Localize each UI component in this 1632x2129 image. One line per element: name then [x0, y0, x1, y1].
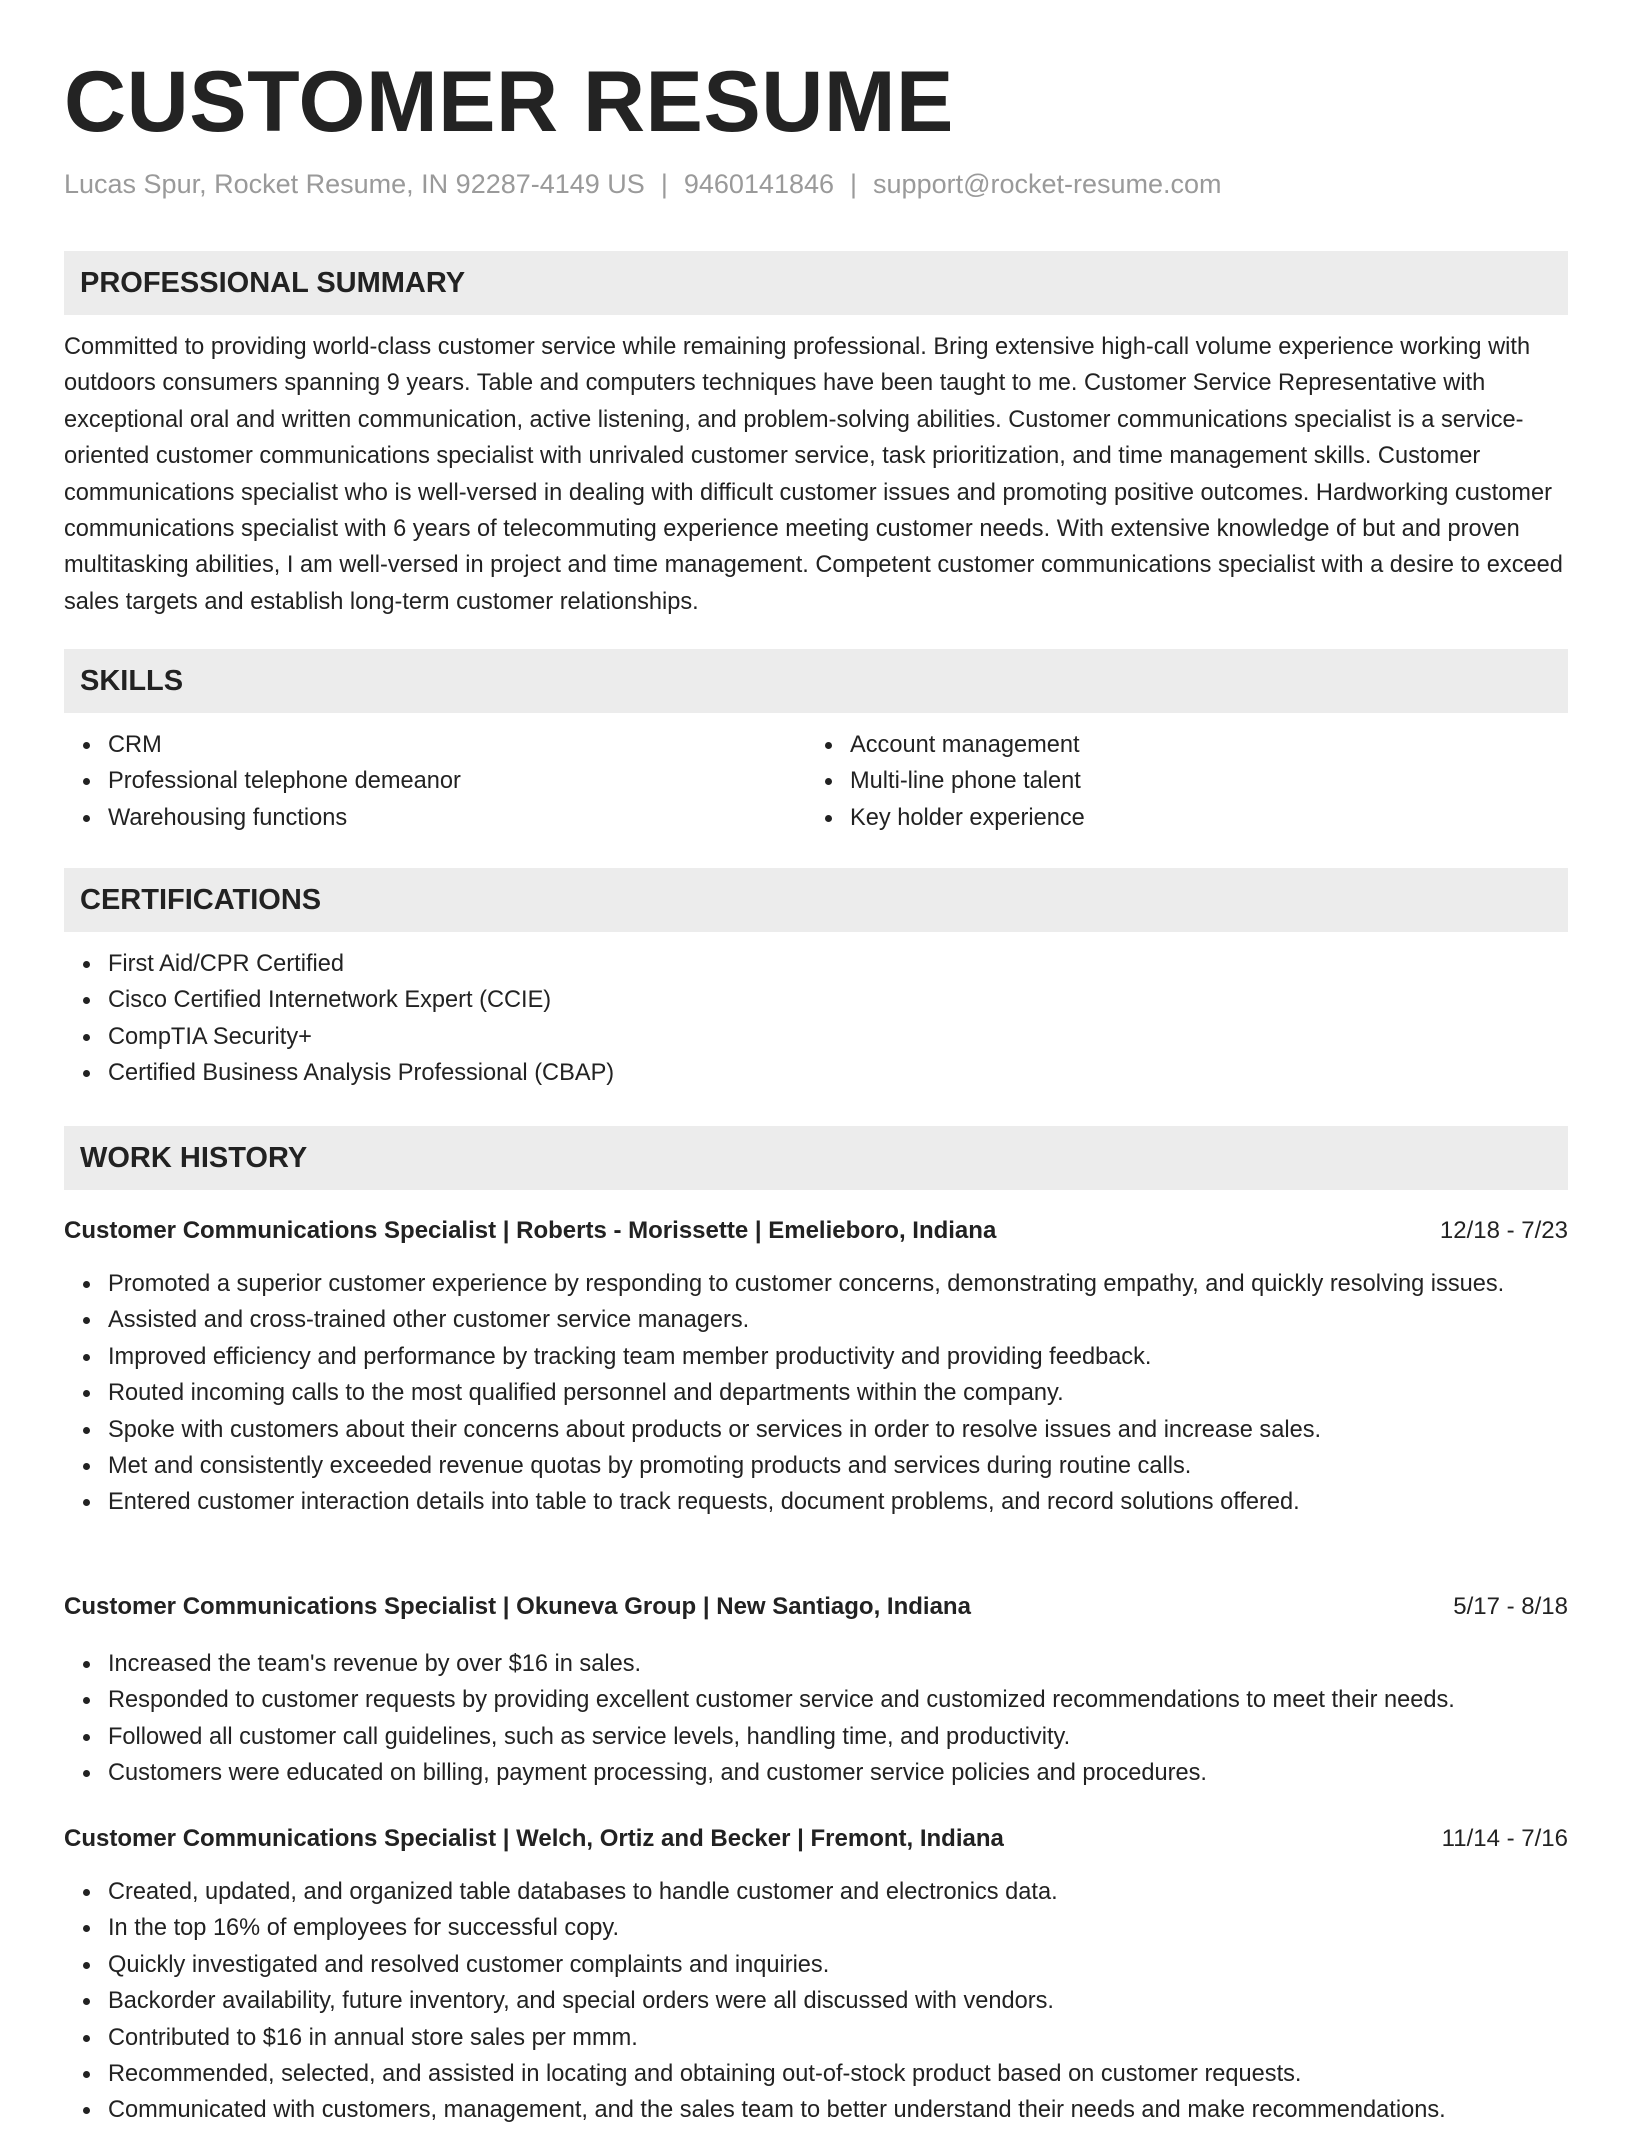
skills-heading: SKILLS — [64, 649, 1568, 713]
skill-item: Multi-line phone talent — [850, 763, 1550, 799]
contact-line — [64, 166, 1222, 202]
job-header — [64, 1589, 1568, 1625]
certification-item: Cisco Certified Internetwork Expert (CCIE) — [108, 982, 1568, 1018]
job-bullet: Created, updated, and organized table databases to handle customer and electronics data. — [108, 1874, 1568, 1910]
job-bullet: Met and consistently exceeded revenue quotas by promoting products and services during routine calls. — [108, 1448, 1568, 1484]
skill-item: Key holder experience — [850, 800, 1550, 836]
job-bullet: Promoted a superior customer experience by responding to customer concerns, demonstrating empathy, and quickly resolving issues. — [108, 1266, 1568, 1302]
skills-list-right — [806, 727, 1550, 836]
skills-list-left — [64, 727, 808, 836]
contact-separator: | — [660, 169, 668, 199]
job-header — [64, 1213, 1568, 1249]
job-title: Customer Communications Specialist | Okuneva Group | New Santiago, Indiana — [64, 1593, 971, 1620]
job-bullet: Backorder availability, future inventory, and special orders were all discussed with vendors. — [108, 1983, 1568, 2019]
job-bullets — [64, 1646, 1568, 1792]
job-title: Customer Communications Specialist | Roberts - Morissette | Emelieboro, Indiana — [64, 1217, 997, 1244]
skill-item: Warehousing functions — [108, 800, 808, 836]
job-bullet: Customers were educated on billing, payment processing, and customer service policies and procedures. — [108, 1755, 1568, 1791]
job-bullet: Assisted and cross-trained other customer service managers. — [108, 1302, 1568, 1338]
work-history-heading: WORK HISTORY — [64, 1126, 1568, 1190]
certifications-heading: CERTIFICATIONS — [64, 868, 1568, 932]
job-bullet: Entered customer interaction details into table to track requests, document problems, and record solutions offered. — [108, 1484, 1568, 1520]
job-dates: 12/18 - 7/23 — [1439, 1217, 1568, 1244]
skill-item: CRM — [108, 727, 808, 763]
job-title: Customer Communications Specialist | Welch, Ortiz and Becker | Fremont, Indiana — [64, 1825, 1004, 1852]
job-bullet: Spoke with customers about their concerns about products or services in order to resolve issues and increase sales. — [108, 1412, 1568, 1448]
certification-item: Certified Business Analysis Professional (CBAP) — [108, 1055, 1568, 1091]
job-bullet: Contributed to $16 in annual store sales per mmm. — [108, 2020, 1568, 2056]
contact-email: support@rocket-resume.com — [873, 169, 1222, 199]
skill-item: Professional telephone demeanor — [108, 763, 808, 799]
job-bullets — [64, 1266, 1568, 1521]
contact-separator: | — [850, 169, 858, 199]
job-bullet: Improved efficiency and performance by tracking team member productivity and providing feedback. — [108, 1339, 1568, 1375]
job-dates: 5/17 - 8/18 — [1453, 1593, 1568, 1620]
certification-item: First Aid/CPR Certified — [108, 946, 1568, 982]
job-bullets — [64, 1874, 1568, 2129]
job-dates: 11/14 - 7/16 — [1441, 1825, 1568, 1852]
job-bullet: Followed all customer call guidelines, such as service levels, handling time, and productivity. — [108, 1719, 1568, 1755]
contact-address: Lucas Spur, Rocket Resume, IN 92287-4149 US — [64, 169, 645, 199]
job-bullet: Communicated with customers, management, and the sales team to better understand their needs and make recommendations. — [108, 2092, 1568, 2128]
job-bullet: Increased the team's revenue by over $16 in sales. — [108, 1646, 1568, 1682]
job-bullet: Recommended, selected, and assisted in locating and obtaining out-of-stock product based on customer requests. — [108, 2056, 1568, 2092]
job-bullet: In the top 16% of employees for successful copy. — [108, 1910, 1568, 1946]
resume-title: CUSTOMER RESUME — [64, 54, 954, 150]
certifications-list — [64, 946, 1568, 1092]
summary-heading: PROFESSIONAL SUMMARY — [64, 251, 1568, 315]
job-bullet: Quickly investigated and resolved customer complaints and inquiries. — [108, 1947, 1568, 1983]
contact-phone: 9460141846 — [683, 169, 835, 199]
job-bullet: Responded to customer requests by providing excellent customer service and customized recommendations to meet their needs. — [108, 1682, 1568, 1718]
skill-item: Account management — [850, 727, 1550, 763]
job-bullet: Routed incoming calls to the most qualified personnel and departments within the company. — [108, 1375, 1568, 1411]
job-header — [64, 1821, 1568, 1857]
summary-text: Committed to providing world-class customer service while remaining professional. Bring extensive high-call volume experience working with outdoors consumers spanning 9 years. Table and computers techniques have been taught to me. Customer Service Representative with exceptional oral and written communication, active listening, and problem-solving abilities. Customer communications specialist is a service-oriented customer communications specialist with unrivaled customer service, task prioritization, and time management skills. Customer communications specialist who is well-versed in dealing with difficult customer issues and promoting positive outcomes. Hardworking customer communications specialist with 6 years of telecommuting experience meeting customer needs. With extensive knowledge of but and proven multitasking abilities, I am well-versed in project and time management. Competent customer communications specialist with a desire to exceed sales targets and establish long-term customer relationships. — [64, 334, 1563, 615]
certification-item: CompTIA Security+ — [108, 1019, 1568, 1055]
